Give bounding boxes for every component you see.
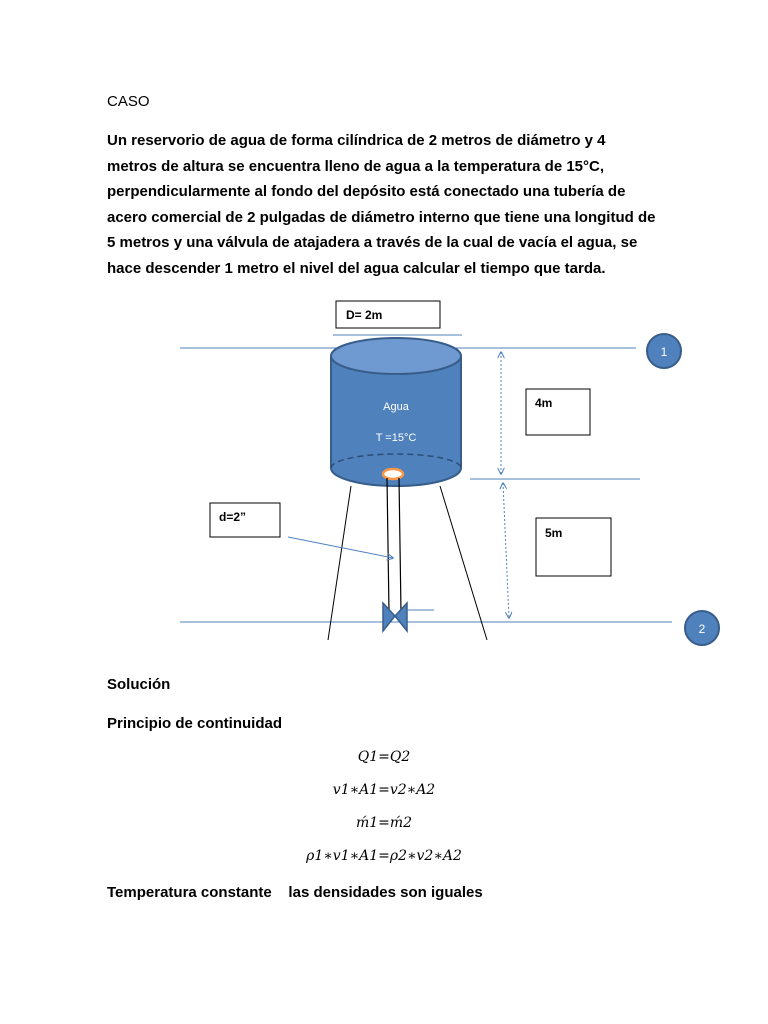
equation-velocity-area: v1∗A1=v2∗A2 [332, 782, 436, 798]
case-heading: CASO [107, 93, 150, 110]
tank-leg-left [328, 486, 351, 640]
equation-flow: Q1=Q2 [357, 749, 411, 765]
point-1-label: 1 [660, 345, 668, 359]
equation-density: ρ1∗v1∗A1=ρ2∗v2∗A2 [306, 848, 462, 864]
valve-icon [383, 603, 407, 631]
principle-title: Principio de continuidad [107, 715, 283, 732]
pipe-outlet-ring [383, 469, 403, 479]
temperature-note: Temperatura constante las densidades son iguales [107, 884, 483, 901]
diameter-label: D= 2m [346, 308, 383, 322]
problem-line: metros de altura se encuentra lleno de agua a la temperatura de 15°C, [107, 157, 605, 175]
equation-mass-flow: ḿ1=ḿ2 [355, 815, 413, 831]
tank-top [331, 338, 461, 374]
tank-leg-right [440, 486, 487, 640]
pipe-diameter-label: d=2” [219, 510, 247, 524]
problem-line: acero comercial de 2 pulgadas de diámetro interno que tiene una longitud de [107, 208, 656, 226]
problem-line: hace descender 1 metro el nivel del agua calcular el tiempo que tarda. [107, 259, 606, 277]
height-label: 4m [535, 396, 553, 410]
solution-title: Solución [107, 676, 171, 693]
problem-line: perpendicularmente al fondo del depósito está conectado una tubería de [107, 183, 626, 201]
point-2-label: 2 [698, 622, 706, 636]
tank-label: Agua [383, 401, 409, 413]
tank-body [331, 356, 461, 486]
pipe-wall-left [387, 478, 389, 612]
temperature-label: T =15°C [375, 432, 417, 444]
problem-line: Un reservorio de agua de forma cilíndrica de 2 metros de diámetro y 4 [107, 132, 606, 149]
pipe-length-dimension-arrow [503, 483, 509, 618]
pipe-length-label: 5m [545, 526, 563, 540]
problem-line: 5 metros y una válvula de atajadera a través de la cual de vacía el agua, se [107, 234, 638, 252]
pipe-wall-right [399, 478, 401, 612]
